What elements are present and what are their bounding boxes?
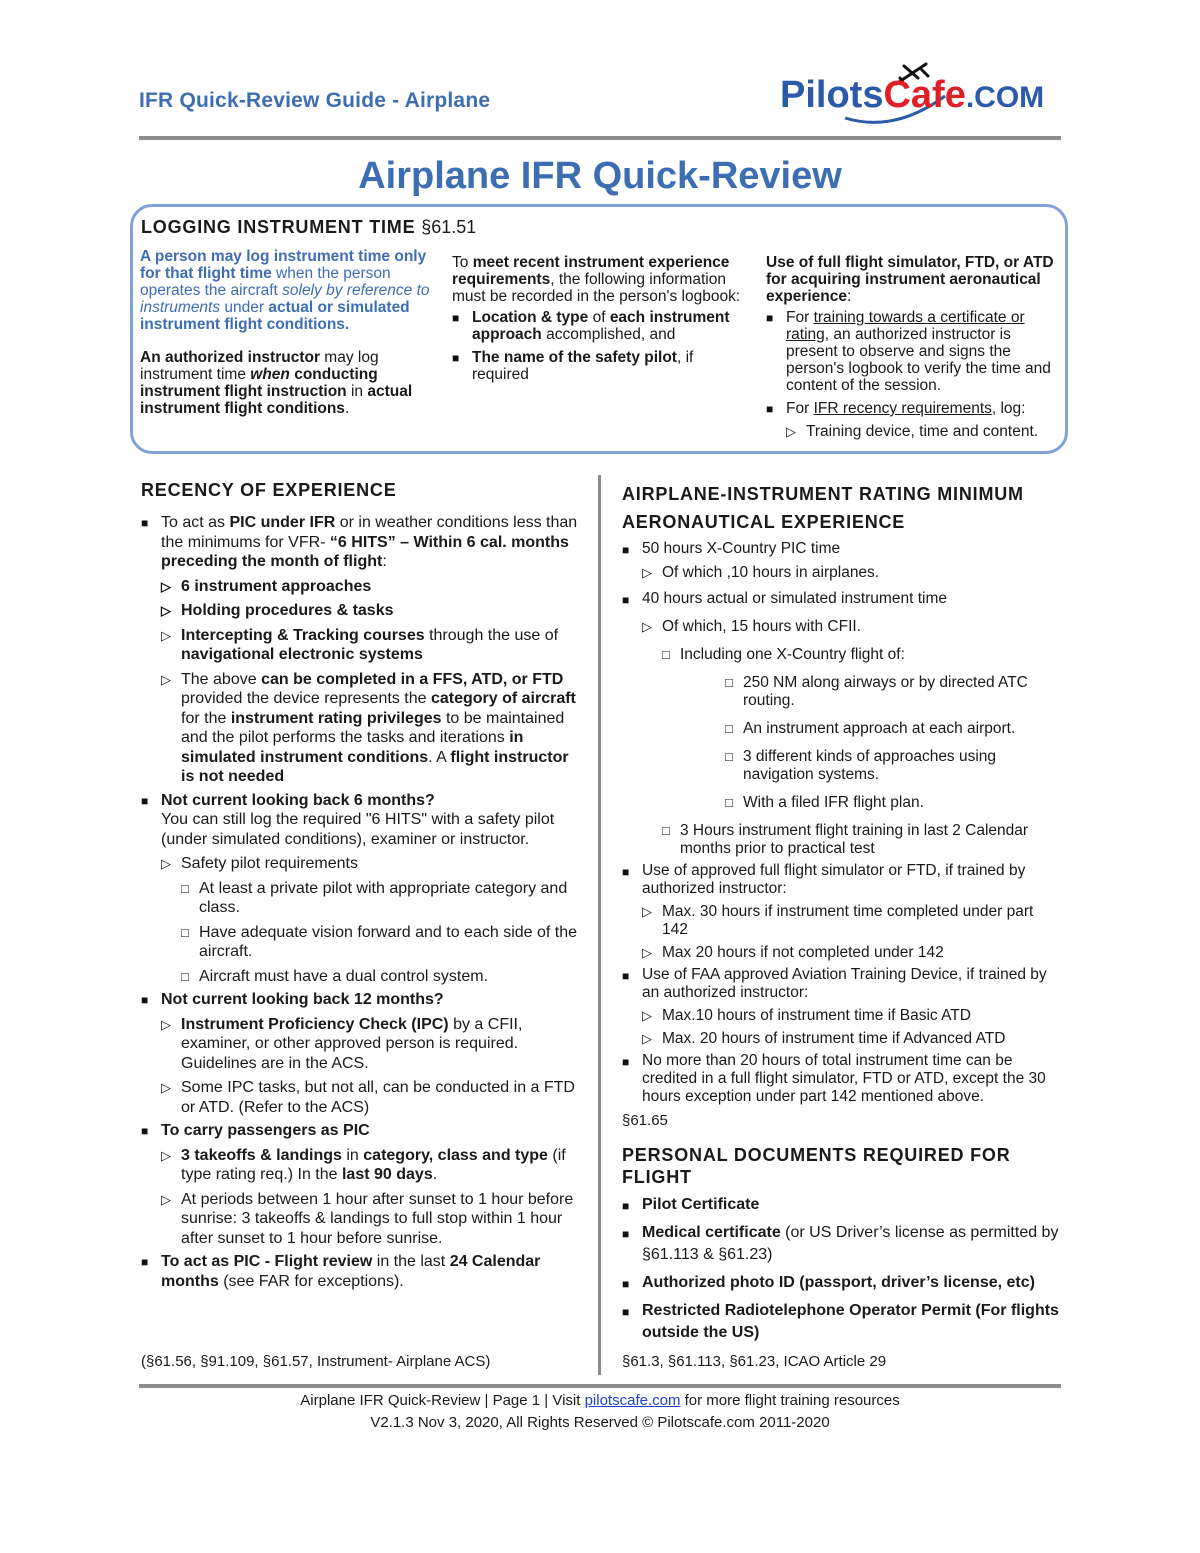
text: under — [220, 299, 269, 316]
list-item — [622, 590, 1062, 858]
text: for more flight training resources — [680, 1392, 900, 1409]
text: For — [786, 309, 814, 326]
text: To carry passengers as PIC — [161, 1122, 370, 1139]
text: meet recent instrument experience requirements — [452, 254, 730, 288]
logging-col1-para2 — [140, 349, 430, 417]
text: (see FAR for exceptions). — [218, 1272, 404, 1290]
list-item — [141, 1121, 581, 1248]
footer-line-2: V2.1.3 Nov 3, 2020, All Rights Reserved © Pilotscafe.com 2011-2020 — [370, 1414, 830, 1431]
pilotscafe-link[interactable]: pilotscafe.com — [584, 1392, 681, 1409]
list-item: ▷ Of which ,10 hours in airplanes. — [642, 564, 1062, 582]
text: 50 hours X-Country PIC time — [642, 540, 841, 557]
text: 3 takeoffs & landings — [181, 1146, 342, 1164]
text: when the person operates the aircraft — [140, 265, 391, 299]
rating-list — [622, 540, 1062, 1106]
text: by a CFII, examiner, or other approved person is required. Guidelines are in the ACS. — [181, 1015, 523, 1072]
text: : — [847, 288, 852, 305]
text: 24 Calendar months — [161, 1253, 541, 1290]
text: category of aircraft — [430, 690, 576, 707]
logging-ref: §61.51 — [421, 217, 477, 237]
list-item — [766, 309, 1061, 394]
logging-col-3 — [766, 254, 1061, 440]
text: . A — [428, 748, 451, 766]
page-title: Airplane IFR Quick-Review — [358, 155, 842, 197]
text: . — [344, 400, 350, 417]
text: last 90 days — [341, 1166, 433, 1183]
column-divider — [598, 475, 601, 1375]
text: 40 hours actual or simulated instrument time — [642, 590, 947, 607]
list-item: □ Aircraft must have a dual control system. — [181, 967, 581, 987]
text: , if required — [472, 349, 694, 383]
text: through the use of — [424, 626, 559, 644]
list-item: ■ Restricted Radiotelephone Operator Permit (For flights outside the US) — [622, 1300, 1062, 1344]
list-item: □ 3 Hours instrument flight training in last 2 Calendar months prior to practical test — [662, 822, 1062, 858]
list-item — [161, 1015, 581, 1074]
logo-com: .COM — [965, 81, 1045, 114]
text: Use of FAA approved Aviation Training Device, if trained by an authorized instructor: — [642, 966, 1047, 1001]
text: Of which, 15 hours with CFII. — [662, 618, 861, 635]
documents-references: §61.3, §61.113, §61.23, ICAO Article 29 — [622, 1353, 887, 1370]
text: Airplane IFR Quick-Review | Page 1 | Visit — [300, 1392, 585, 1409]
logging-col3-sublist — [786, 423, 1061, 440]
text: (if type rating req.) In the — [181, 1146, 566, 1183]
text: The name of the safety pilot — [472, 349, 677, 366]
list-item — [161, 1146, 581, 1185]
list-item: ■ Authorized photo ID (passport, driver’s license, etc) — [622, 1272, 1062, 1294]
text: in — [346, 383, 368, 400]
text: An authorized instructor — [140, 349, 320, 366]
list-item — [161, 626, 581, 665]
text: to be maintained and the pilot performs the tasks and iterations — [181, 709, 565, 746]
recency-sublist-3 — [161, 1015, 581, 1118]
pilotscafe-logo — [780, 62, 1070, 132]
text: navigational electronic systems — [181, 646, 423, 663]
text: , log: — [991, 400, 1026, 417]
logging-heading — [141, 217, 476, 238]
logging-col1-para1 — [140, 248, 430, 333]
text: actual or simulated instrument flight conditions. — [140, 299, 410, 333]
text: Intercepting & Tracking courses — [181, 626, 425, 644]
recency-sublist-1 — [161, 577, 581, 787]
text: in the last — [372, 1253, 450, 1270]
text: The above — [181, 670, 262, 688]
list-item — [622, 1222, 1062, 1266]
text: flight instructor is not needed — [181, 748, 569, 785]
list-item — [452, 349, 752, 383]
list-item: ■ Pilot Certificate — [622, 1194, 1062, 1216]
text: provided the device represents the — [181, 690, 431, 707]
list-item: ▷ 6 instrument approaches — [161, 577, 581, 597]
list-item: □ At least a private pilot with appropriate category and class. — [181, 879, 581, 918]
recency-list — [141, 513, 581, 1291]
logo-wordmark — [780, 74, 1044, 117]
list-item: ▷ Holding procedures & tasks — [161, 601, 581, 621]
text: may log instrument time — [140, 349, 379, 383]
guide-title: IFR Quick-Review Guide - Airplane — [139, 89, 491, 112]
text: “6 HITS” – Within 6 cal. months preceding the month of flight — [161, 533, 569, 570]
list-item — [141, 791, 581, 987]
rating-reference: §61.65 — [622, 1112, 668, 1129]
list-item — [452, 309, 752, 343]
recency-sublist-4 — [161, 1146, 581, 1249]
logging-col3-list — [766, 309, 1061, 440]
list-item: ■ No more than 20 hours of total instrument time can be credited in a full flight simulator, FTD or ATD, except the 30 hours exception under part 142 mentioned above. — [622, 1052, 1062, 1106]
text: each instrument approach — [472, 309, 730, 343]
logo-cafe: Cafe — [883, 74, 966, 116]
text: To act as PIC - Flight review — [161, 1253, 373, 1270]
safety-pilot-requirements — [181, 879, 581, 987]
list-item — [622, 540, 1062, 582]
text: can be completed in a FFS, ATD, or FTD — [261, 670, 564, 688]
rating-box-list — [662, 646, 1062, 858]
text: To act as — [161, 514, 230, 531]
list-item — [161, 670, 581, 787]
logging-col2-list — [452, 309, 752, 383]
list-item — [642, 618, 1062, 858]
text: : — [382, 553, 387, 570]
text: PIC under IFR — [229, 514, 336, 531]
text: , an authorized instructor is present to observe and signs the person's logbook to verify the time and content of the session. — [786, 326, 1051, 394]
text: Instrument Proficiency Check (IPC) — [181, 1015, 449, 1033]
logging-col2-intro — [452, 254, 752, 305]
text: Including one X-Country flight of: — [680, 646, 905, 663]
footer-line-1 — [0, 1392, 1200, 1409]
logging-col3-intro — [766, 254, 1061, 305]
list-item: ▷ Max. 30 hours if instrument time completed under part 142 — [642, 903, 1062, 939]
list-item: □ Have adequate vision forward and to each side of the aircraft. — [181, 923, 581, 962]
text: in simulated instrument conditions — [181, 729, 524, 766]
text: when — [250, 366, 290, 383]
list-item — [622, 966, 1062, 1048]
list-item: ▷ Max. 20 hours of instrument time if Advanced ATD — [642, 1030, 1062, 1048]
text: actual instrument flight conditions — [140, 383, 413, 417]
text: Use of full flight simulator, FTD, or ATD for acquiring instrument aeronautical experience — [766, 254, 1054, 305]
list-item — [141, 990, 581, 1117]
text: , the following information must be recorded in the person's logbook: — [452, 271, 741, 305]
list-item: ▷ Training device, time and content. — [786, 423, 1061, 440]
documents-heading: PERSONAL DOCUMENTS REQUIRED FOR FLIGHT — [622, 1145, 1011, 1187]
text: category, class and type — [363, 1146, 548, 1164]
list-item — [141, 513, 581, 787]
recency-heading: RECENCY OF EXPERIENCE — [141, 480, 397, 500]
text: solely by reference to instruments — [140, 282, 430, 316]
text: in — [341, 1146, 364, 1164]
text: You can still log the required "6 HITS" with a safety pilot (under simulated conditions), examiner or instructor. — [161, 811, 555, 848]
text: Use of approved full flight simulator or FTD, if trained by authorized instructor: — [642, 862, 1026, 897]
text: conducting instrument flight instruction — [140, 366, 378, 400]
text: Medical certificate — [642, 1224, 781, 1241]
list-item: ▷ At periods between 1 hour after sunset to 1 hour before sunrise: 3 takeoffs & landings to full stop within 1 hour after sunset to 1 hour before sunrise. — [161, 1190, 581, 1249]
text: or in weather conditions less than the minimums for VFR- — [161, 514, 578, 551]
text: Location & type — [472, 309, 589, 326]
logging-heading-text: LOGGING INSTRUMENT TIME — [141, 217, 416, 237]
documents-list — [622, 1194, 1062, 1344]
logging-col-2 — [452, 254, 752, 383]
list-item: □ With a filed IFR flight plan. — [725, 794, 1062, 812]
text: (or US Driver’s license as permitted by §61.113 & §61.23) — [642, 1224, 1059, 1263]
recency-references: (§61.56, §91.109, §61.57, Instrument- Airplane ACS) — [141, 1353, 491, 1370]
list-item — [766, 400, 1061, 440]
list-item: □ 3 different kinds of approaches using navigation systems. — [725, 748, 1062, 784]
text: Not current looking back 12 months? — [161, 991, 444, 1008]
rating-sublist-1 — [642, 564, 1062, 582]
text: for the — [181, 709, 231, 727]
rating-sublist-2 — [642, 618, 1062, 858]
text: To — [452, 254, 473, 271]
header-rule — [139, 136, 1061, 140]
rating-sublist-3 — [642, 903, 1062, 962]
text: accomplished, and — [541, 326, 676, 343]
rating-heading: AIRPLANE-INSTRUMENT RATING MINIMUM AERONAUTICAL EXPERIENCE — [622, 484, 1024, 532]
list-item: ▷ Max 20 hours if not completed under 142 — [642, 944, 1062, 962]
list-item — [662, 646, 1062, 812]
text: of — [588, 309, 610, 326]
list-item — [161, 854, 581, 986]
text: IFR recency requirements — [813, 400, 992, 417]
list-item — [622, 862, 1062, 962]
footer-rule — [139, 1384, 1061, 1388]
text: . — [432, 1166, 438, 1183]
text: Not current looking back 6 months? — [161, 791, 435, 809]
text: A person may log instrument time only for that flight time — [140, 248, 427, 282]
list-item: □ An instrument approach at each airport. — [725, 720, 1062, 738]
logging-col-1 — [140, 248, 430, 417]
rating-sublist-4 — [642, 1007, 1062, 1048]
rating-column — [622, 536, 1062, 1130]
list-item — [141, 1252, 581, 1291]
text: For — [786, 400, 814, 417]
list-item: □ 250 NM along airways or by directed ATC routing. — [725, 674, 1062, 710]
xc-flight-requirements — [725, 674, 1062, 812]
documents-column — [622, 1190, 1062, 1344]
recency-sublist-2 — [161, 854, 581, 986]
logo-pilots: Pilots — [780, 74, 884, 116]
text: instrument rating privileges — [230, 709, 442, 727]
list-item: ▷ Some IPC tasks, but not all, can be conducted in a FTD or ATD. (Refer to the ACS) — [161, 1078, 581, 1117]
list-item: ▷ Max.10 hours of instrument time if Basic ATD — [642, 1007, 1062, 1025]
recency-column — [141, 509, 581, 1291]
text: Safety pilot requirements — [181, 855, 358, 872]
text: training towards a certificate or rating — [786, 309, 1025, 343]
